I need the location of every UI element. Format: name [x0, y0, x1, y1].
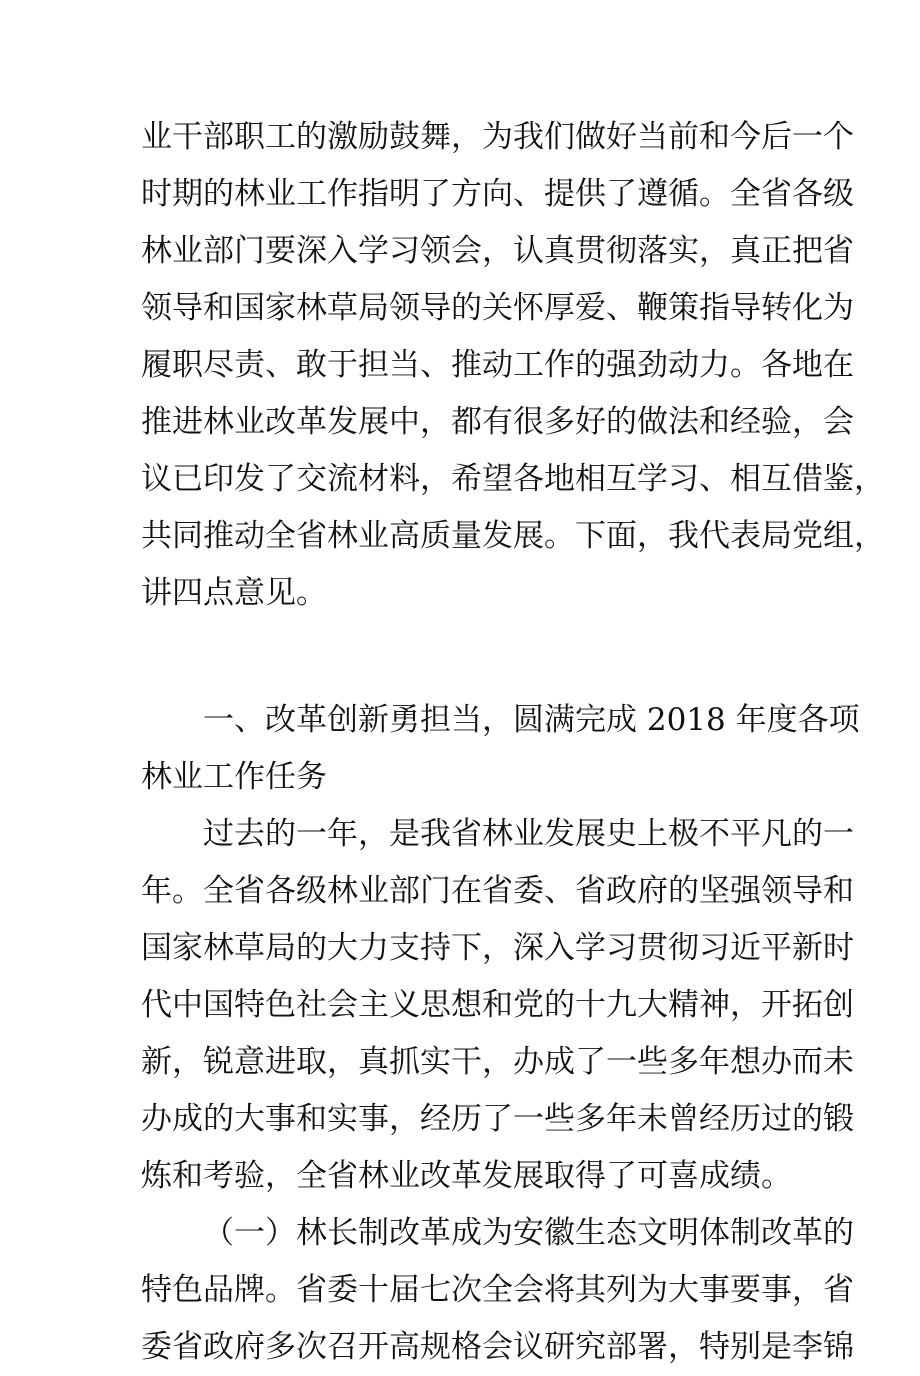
text-line: 领导和国家林草局领导的关怀厚爱、鞭策指导转化为	[141, 290, 854, 326]
text-line: 办成的大事和实事，经历了一些多年未曾经历过的锻	[141, 1101, 854, 1137]
text-line: 国家林草局的大力支持下，深入学习贯彻习近平新时	[141, 930, 854, 966]
heading-line: 一、改革创新勇担当，圆满完成 2018 年度各项	[203, 702, 860, 738]
text-line: 新，锐意进取，真抓实干，办成了一些多年想办而未	[141, 1044, 854, 1080]
paragraph-1	[141, 109, 885, 622]
text-line: 业干部职工的激励鼓舞，为我们做好当前和今后一个	[141, 119, 854, 155]
text-line: 年。全省各级林业部门在省委、省政府的坚强领导和	[141, 873, 854, 909]
text-line: 炼和考验，全省林业改革发展取得了可喜成绩。	[141, 1158, 792, 1194]
text-line: 议已印发了交流材料，希望各地相互学习、相互借鉴，	[141, 461, 885, 497]
text-line: 特色品牌。省委十届七次全会将其列为大事要事，省	[141, 1272, 854, 1308]
text-line: 过去的一年，是我省林业发展史上极不平凡的一	[203, 816, 854, 852]
text-line: 林业部门要深入学习领会，认真贯彻落实，真正把省	[141, 233, 854, 269]
section-heading	[141, 692, 860, 806]
text-line: 履职尽责、敢于担当、推动工作的强劲动力。各地在	[141, 347, 854, 383]
text-line: 讲四点意见。	[141, 575, 327, 611]
text-line: 共同推动全省林业高质量发展。下面，我代表局党组，	[141, 518, 885, 554]
paragraph-2	[141, 806, 854, 1205]
heading-line: 林业工作任务	[141, 759, 327, 795]
paragraph-3	[141, 1205, 854, 1376]
text-line: 代中国特色社会主义思想和党的十九大精神，开拓创	[141, 987, 854, 1023]
text-line: 委省政府多次召开高规格会议研究部署，特别是李锦	[141, 1329, 854, 1365]
text-line: 推进林业改革发展中，都有很多好的做法和经验，会	[141, 404, 854, 440]
text-line: （一）林长制改革成为安徽生态文明体制改革的	[203, 1215, 854, 1251]
text-line: 时期的林业工作指明了方向、提供了遵循。全省各级	[141, 176, 854, 212]
document-body	[141, 109, 885, 1376]
paragraph-spacing	[141, 622, 791, 692]
